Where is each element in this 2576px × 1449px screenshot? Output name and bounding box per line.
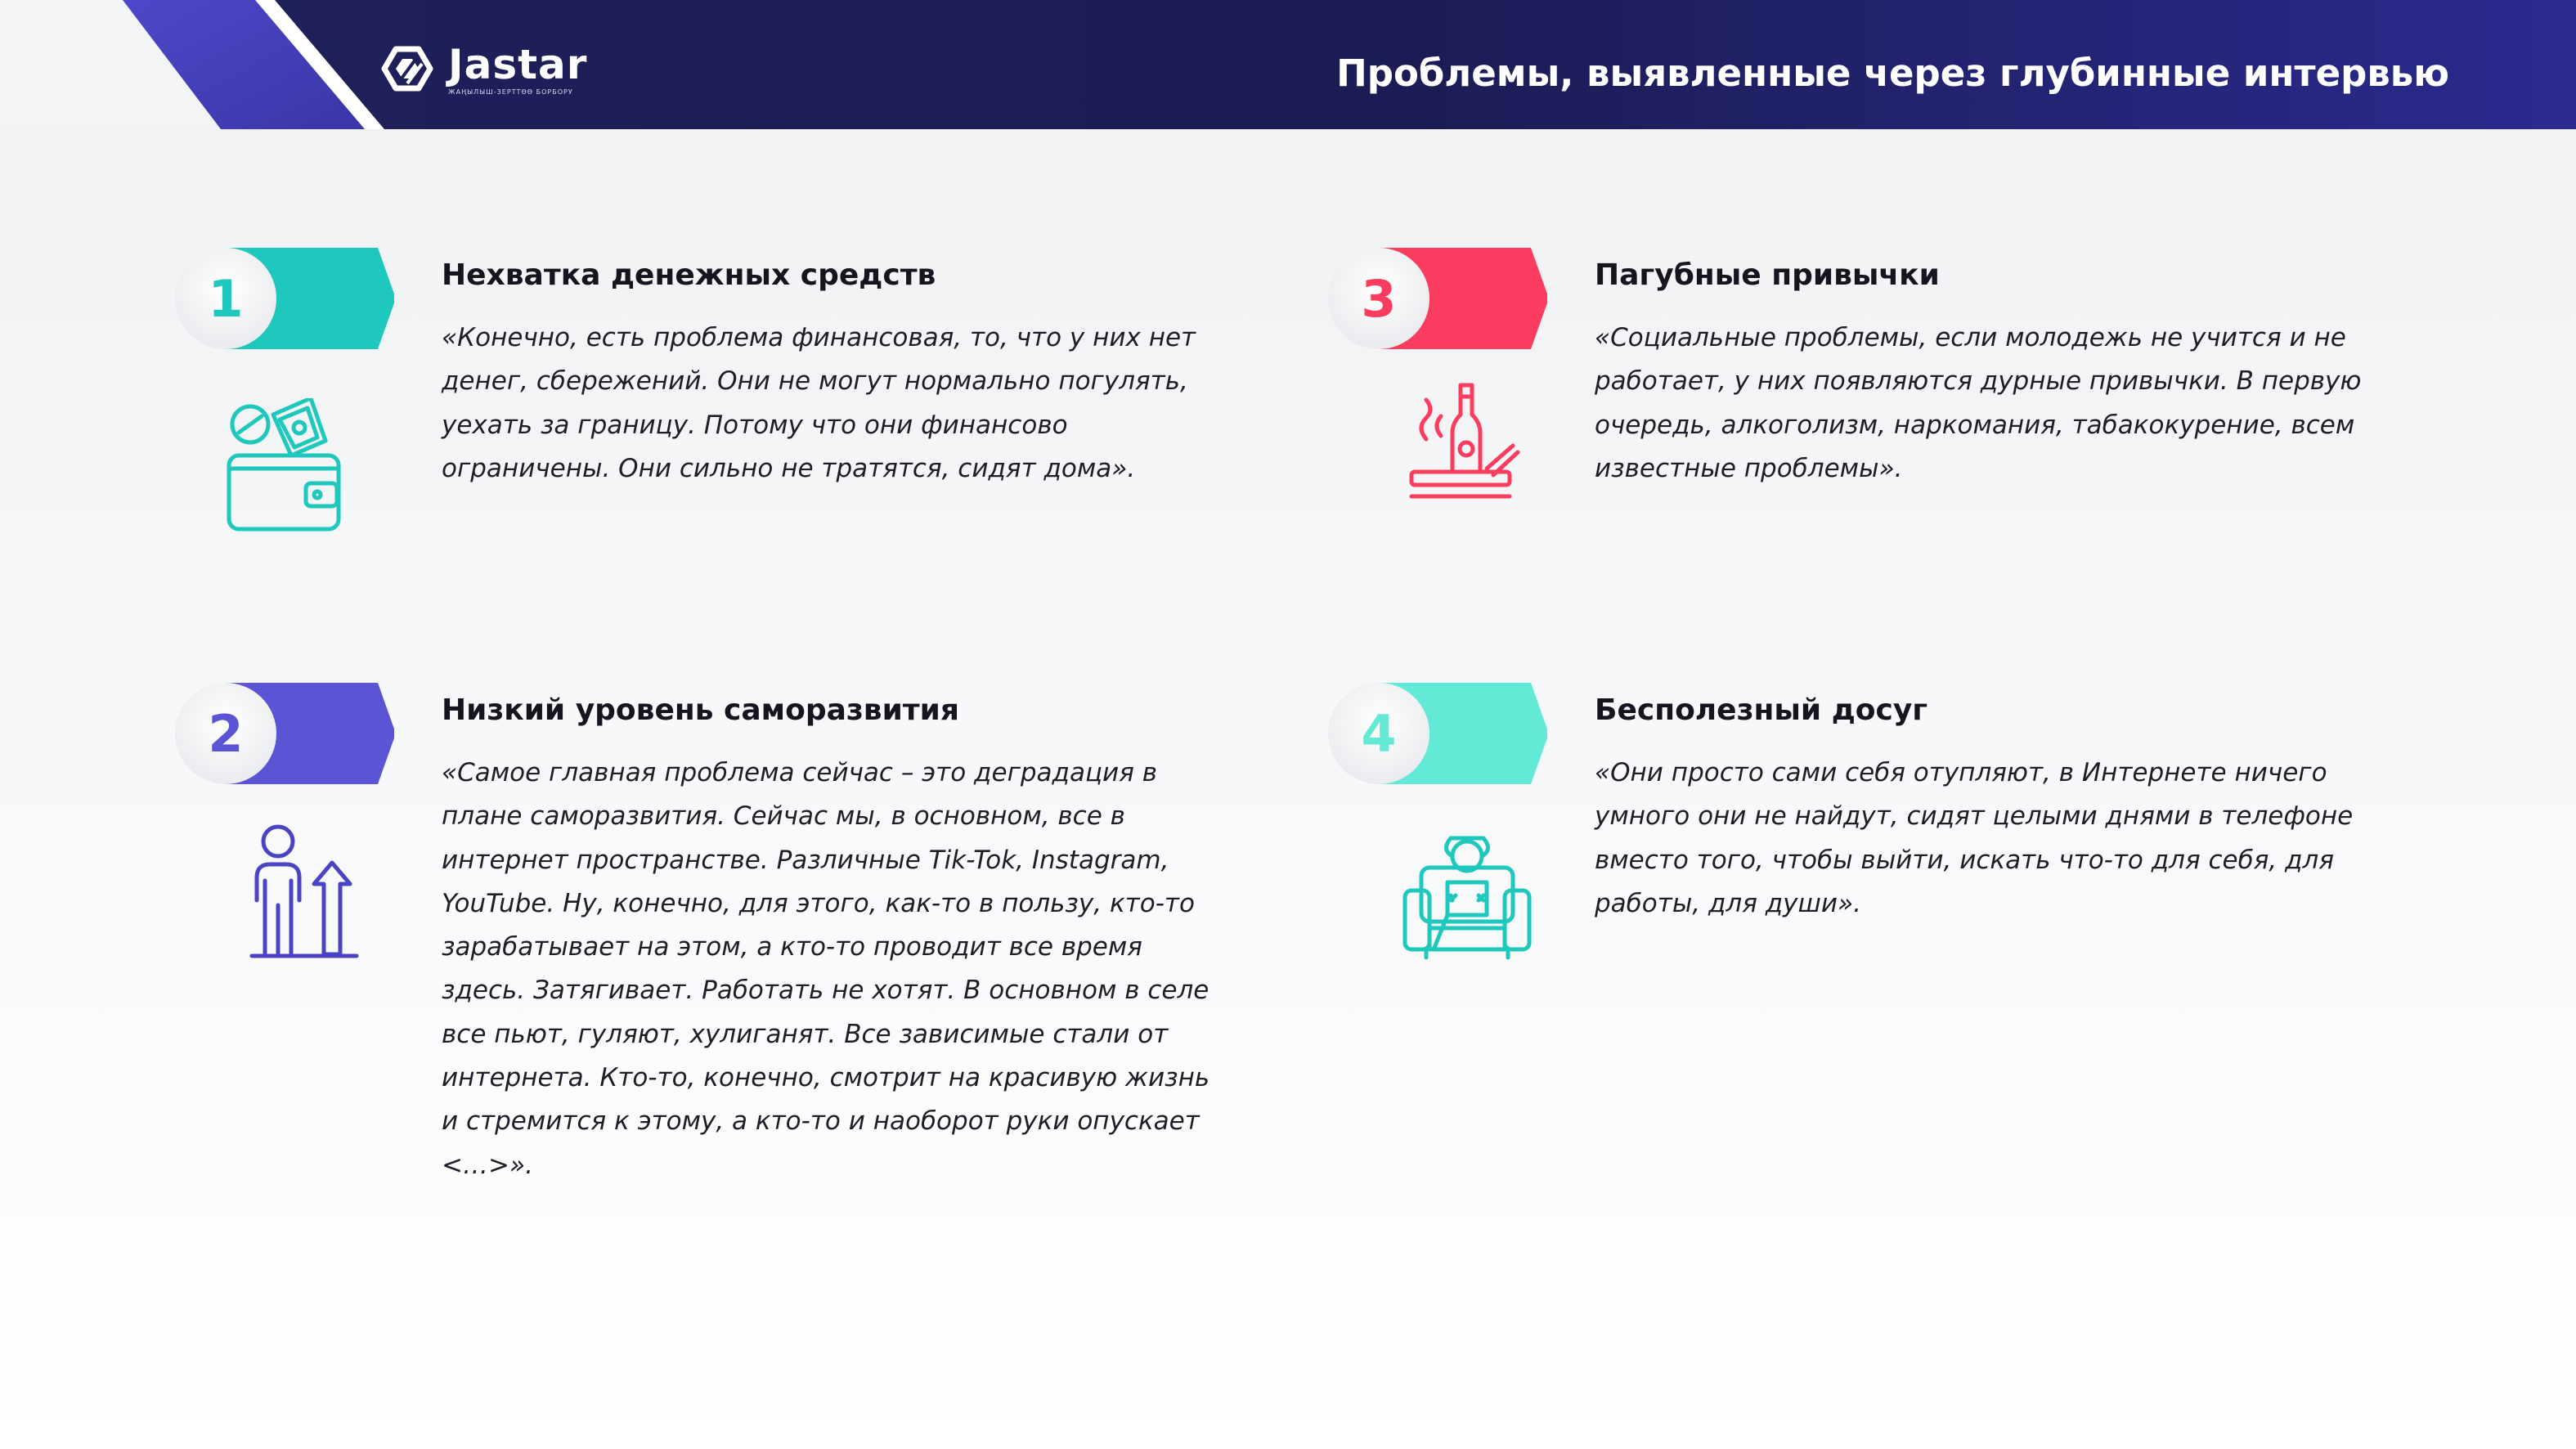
page-title: Проблемы, выявленные через глубинные интервью [1336,52,2449,95]
card-title: Нехватка денежных средств [442,258,936,292]
card-quote: «Они просто сами себя отупляют, в Интернете ничего умного они не найдут, сидят целыми днями в телефоне вместо того, чтобы выйти, искать что-то для себя, для работы, для души». [1595,758,2354,918]
person-growth-arrow-icon [249,823,363,962]
logo [375,36,587,101]
number-badge [1326,243,1547,349]
card-quote: «Самое главная проблема сейчас – это деградация в плане саморазвития. Сейчас мы, в основном, все в интернет пространстве. Различные Tik-Tok, Instagram, YouTube. Ну, конечно, для этого, как-то в пользу, кто-то зарабатывает на этом, а кто-то проводит все время здесь. Затягивает. Работать не хотят. В основном в селе все пьют, гуляют, хулиганят. Все зависимые стали от интернета. Кто-то, конечно, смотрит на красивую жизнь и стремится к этому, а кто-то и наоборот руки опускает <…>». [442,758,1210,1180]
card-quote: «Конечно, есть проблема финансовая, то, что у них нет денег, сбережений. Они не могут нормально погулять, уехать за границу. Потому что они финансово ограничены. Они сильно не тратятся, сидят дома». [442,323,1196,483]
number-badge [173,678,394,784]
problem-card-2 [173,678,1236,1201]
header-decoration [0,0,425,129]
wallet-money-icon [224,398,363,537]
badge-number: 4 [1361,703,1397,764]
header-bar [0,0,2576,129]
problem-card-4 [1326,678,2390,1005]
logo-tagline: ЖАҢЫЛЫШ-ЗЕРТТӨӨ БОРБОРУ [448,87,573,96]
badge-number: 3 [1361,268,1397,329]
card-title: Пагубные привычки [1595,258,1940,292]
number-badge [1326,678,1547,784]
card-title: Низкий уровень саморазвития [442,693,960,727]
problem-card-3 [1326,243,2390,570]
badge-number: 2 [208,703,244,764]
number-badge [173,243,394,349]
logo-wordmark: Jastar [448,40,588,88]
card-quote: «Социальные проблемы, если молодежь не учится и не работает, у них появляются дурные привычки. В первую очередь, алкоголизм, наркомания, табакокурение, всем известные проблемы». [1595,323,2362,483]
person-armchair-icon [1402,833,1533,964]
jastar-logo-icon [375,36,440,101]
card-title: Бесполезный досуг [1595,693,1928,727]
problem-card-1 [173,243,1236,570]
badge-number: 1 [208,268,244,329]
bottle-cigarette-icon [1408,382,1523,505]
